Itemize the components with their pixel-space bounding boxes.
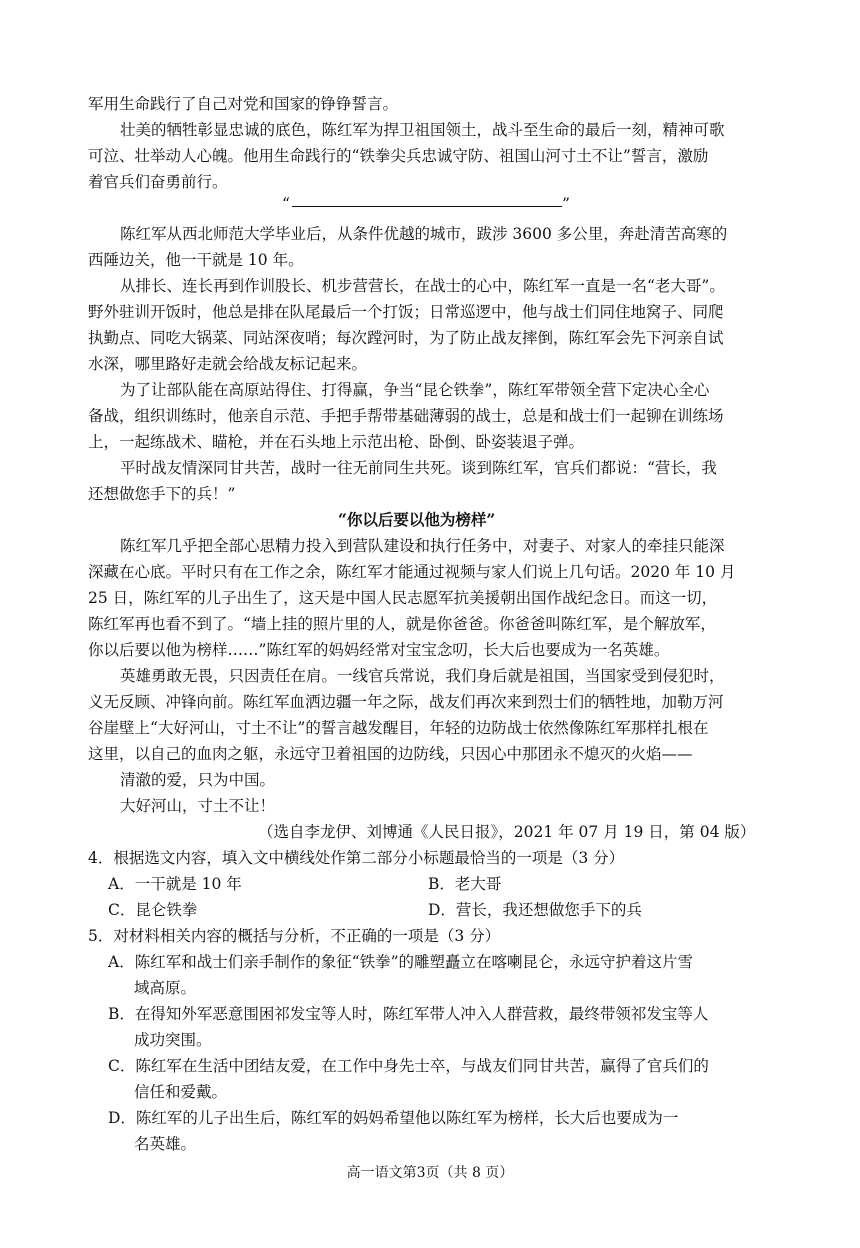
blank-close-quote: ” xyxy=(562,195,570,213)
option-b[interactable]: B．老大哥 xyxy=(428,875,502,893)
option-c[interactable]: C．昆仑铁拳 xyxy=(108,901,198,919)
passage-line: 军用生命践行了自己对党和国家的铮铮誓言。 xyxy=(88,95,399,113)
passage-line: 执勤点、同吃大锅菜、同站深夜哨；每次蹚河时，为了防止战友摔倒，陈红军会先下河亲自试 xyxy=(88,329,724,347)
passage-line: 野外驻训开饭时，他总是排在队尾最后一个打饭；日常巡逻中，他与战士们同住地窝子、同爬 xyxy=(88,303,724,321)
option-text: 域高原。 xyxy=(134,979,197,997)
passage-line: 陈红军从西北师范大学毕业后，从条件优越的城市，跋涉 3600 多公里，奔赴清苦高寒的 xyxy=(120,225,728,243)
section-subheading: “你以后要以他为榜样” xyxy=(338,510,496,529)
passage-line: 可泣、壮举动人心魄。他用生命践行的“铁拳尖兵忠诚守防、祖国山河寸土不让”誓言，激励 xyxy=(88,147,709,165)
passage-line: 西陲边关，他一干就是 10 年。 xyxy=(88,251,304,269)
option-text: C．陈红军在生活中团结友爱，在工作中身先士卒，与战友们同甘共苦，赢得了官兵们的 xyxy=(108,1057,709,1075)
question-stem: 5．对材料相关内容的概括与分析，不正确的一项是（3 分） xyxy=(88,927,501,945)
passage-line: 陈红军再也看不到了。“墙上挂的照片里的人，就是你爸爸。你爸爸叫陈红军，是个解放军， xyxy=(88,615,716,633)
passage-line: 备战，组织训练时，他亲自示范、手把手帮带基础薄弱的战士，总是和战士们一起铆在训练场 xyxy=(88,407,724,425)
passage-line: 英雄勇敢无畏，只因责任在肩。一线官兵常说，我们身后就是祖国，当国家受到侵犯时， xyxy=(120,667,725,685)
option-text: D．陈红军的儿子出生后，陈红军的妈妈希望他以陈红军为榜样，长大后也要成为一 xyxy=(108,1109,679,1127)
passage-line: 深藏在心底。平时只有在工作之余，陈红军才能通过视频与家人们说上几句话。2020 年 10 月 xyxy=(88,563,736,581)
option-d[interactable]: D．营长，我还想做您手下的兵 xyxy=(428,901,642,919)
passage-line: 还想做您手下的兵！” xyxy=(88,485,236,503)
option-text: 成功突围。 xyxy=(134,1031,212,1049)
passage-line: 壮美的牺牲彰显忠诚的底色，陈红军为捍卫祖国领土，战斗至生命的最后一刻，精神可歌 xyxy=(120,121,725,139)
passage-line: 着官兵们奋勇前行。 xyxy=(88,173,228,191)
source-citation: （选自李龙伊、刘博通《人民日报》，2021 年 07 月 19 日，第 04 版） xyxy=(258,823,756,841)
passage-line: 谷崖壁上“大好河山，寸土不让”的誓言越发醒目，年轻的边防战士依然像陈红军那样扎根在 xyxy=(88,719,709,737)
passage-line: 你以后要以他为榜样……”陈红军的妈妈经常对宝宝念叨，长大后也要成为一名英雄。 xyxy=(88,641,670,659)
passage-line: 这里，以自己的血肉之躯，永远守卫着祖国的边防线，只因心中那团永不熄灭的火焰—— xyxy=(88,745,693,763)
passage-line: 25 日，陈红军的儿子出生了，这天是中国人民志愿军抗美援朝出国作战纪念日。而这一切， xyxy=(88,589,718,607)
passage-line: 上，一起练战术、瞄枪，并在石头地上示范出枪、卧倒、卧姿装退子弹。 xyxy=(88,433,585,451)
passage-line: 义无反顾、冲锋向前。陈红军血洒边疆一年之际，战友们再次来到烈士们的牺牲地，加勒万河 xyxy=(88,693,724,711)
passage-line: 为了让部队能在高原站得住、打得赢，争当“昆仑铁拳”，陈红军带领全营下定决心全心 xyxy=(120,381,710,399)
fill-in-blank-line xyxy=(292,206,562,207)
passage-line: 平时战友情深同甘共苦，战时一往无前同生共死。谈到陈红军，官兵们都说：“营长，我 xyxy=(120,459,717,477)
passage-line: 陈红军几乎把全部心思精力投入到营队建设和执行任务中，对妻子、对家人的牵挂只能深 xyxy=(120,537,725,555)
passage-line: 清澈的爱，只为中国。 xyxy=(120,771,276,789)
passage-line: 水深，哪里路好走就会给战友标记起来。 xyxy=(88,355,368,373)
blank-open-quote: “ xyxy=(282,195,290,213)
option-text: A．陈红军和战士们亲手制作的象征“铁拳”的雕塑矗立在喀喇昆仑，永远守护着这片雪 xyxy=(108,953,694,971)
option-a[interactable]: A．一干就是 10 年 xyxy=(108,875,242,893)
option-text: 名英雄。 xyxy=(134,1135,197,1153)
question-stem: 4．根据选文内容，填入文中横线处作第二部分小标题最恰当的一项是（3 分） xyxy=(88,849,625,867)
passage-line: 从排长、连长再到作训股长、机步营营长，在战士的心中，陈红军一直是一名“老大哥”。 xyxy=(120,277,725,295)
option-text: B．在得知外军恶意围困祁发宝等人时，陈红军带人冲入人群营救，最终带领祁发宝等人 xyxy=(108,1005,709,1023)
page-footer: 高一语文第3页（共 8 页） xyxy=(346,1165,514,1181)
passage-line: 大好河山，寸土不让！ xyxy=(120,797,276,815)
option-text: 信任和爱戴。 xyxy=(134,1083,228,1101)
